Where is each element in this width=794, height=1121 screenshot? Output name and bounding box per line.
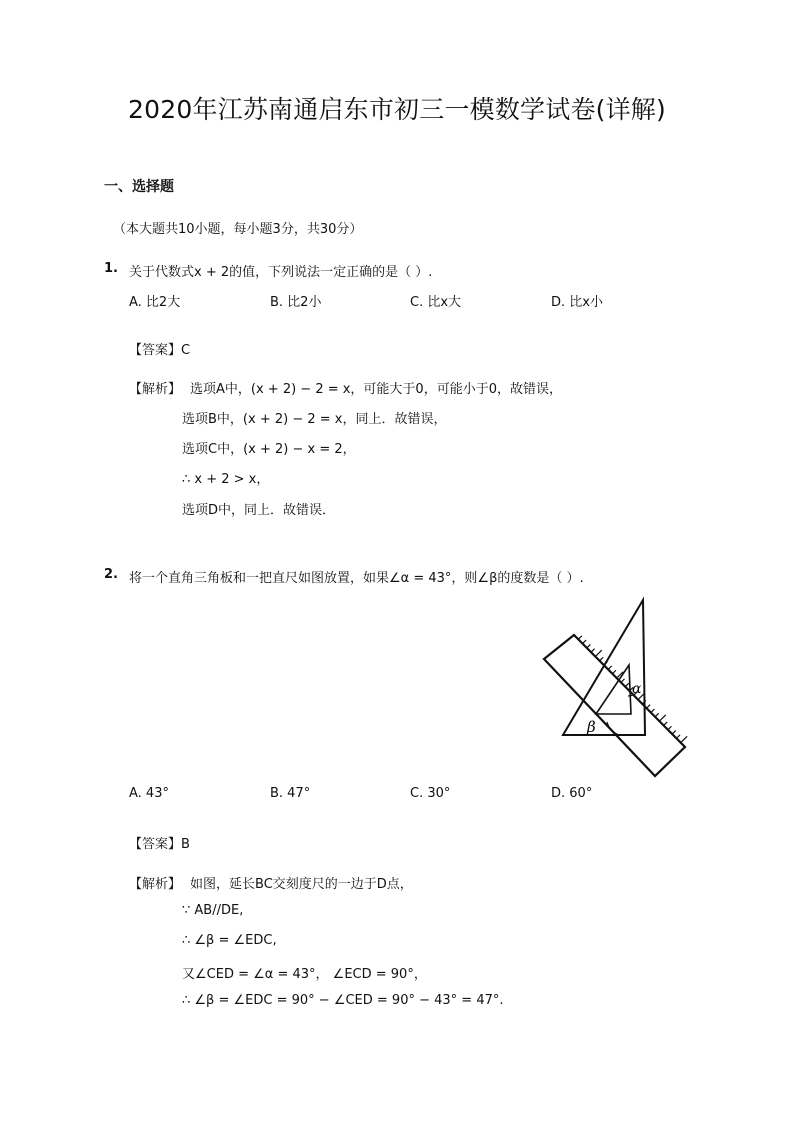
ruler-tick bbox=[672, 731, 676, 735]
ruler-tick bbox=[600, 657, 604, 661]
answer bbox=[129, 833, 190, 852]
ruler-tick bbox=[681, 736, 687, 742]
analysis-line: ∴ x + 2 > x， bbox=[182, 472, 270, 487]
answer-value: B bbox=[181, 837, 190, 852]
answer bbox=[129, 339, 190, 358]
beta-label: β bbox=[587, 718, 596, 736]
ruler-tick bbox=[668, 726, 672, 730]
option-c: C. 比x大 bbox=[410, 295, 462, 310]
analysis-line: ∴ ∠β = ∠EDC, bbox=[182, 933, 277, 948]
question-text: 关于代数式x + 2的值，下列说法一定正确的是（ ）. bbox=[129, 265, 433, 280]
question-number: 1. bbox=[104, 261, 118, 276]
ruler-tick bbox=[625, 683, 629, 687]
answer-label: 【答案】 bbox=[129, 837, 182, 852]
analysis-line: 选项A中，(x + 2) − 2 = x，可能大于0，可能小于0，故错误， bbox=[190, 382, 562, 397]
triangle-ruler-figure bbox=[535, 595, 695, 785]
alpha-label: α bbox=[632, 681, 642, 697]
ruler-tick bbox=[608, 666, 612, 670]
ruler-tick bbox=[647, 705, 651, 709]
analysis-line: 又∠CED = ∠α = 43°， ∠ECD = 90°， bbox=[182, 967, 427, 982]
section-note: （本大题共10小题，每小题3分，共30分） bbox=[113, 222, 363, 237]
ruler-tick bbox=[583, 640, 587, 644]
analysis-line: 选项C中，(x + 2) − x = 2， bbox=[182, 442, 356, 457]
ruler-tick bbox=[612, 670, 616, 674]
analysis-label: 【解析】 bbox=[129, 877, 182, 892]
question-number: 2. bbox=[104, 567, 118, 582]
ruler-tick bbox=[664, 722, 668, 726]
section-heading: 一、选择题 bbox=[104, 179, 174, 195]
ruler-tick bbox=[651, 709, 655, 713]
answer-label: 【答案】 bbox=[129, 343, 182, 358]
analysis-line: 选项D中，同上．故错误． bbox=[182, 503, 336, 518]
analysis-line: ∵ AB//DE, bbox=[182, 903, 244, 918]
ruler-tick bbox=[655, 713, 659, 717]
answer-value: C bbox=[181, 343, 191, 358]
question-text: 将一个直角三角板和一把直尺如图放置，如果∠α = 43°，则∠β的度数是（ ）. bbox=[129, 571, 584, 586]
ruler-tick bbox=[587, 644, 591, 648]
page-title: 2020年江苏南通启东市初三一模数学试卷(详解) bbox=[128, 95, 666, 124]
ruler-shape bbox=[544, 635, 687, 776]
ruler-tick bbox=[578, 636, 582, 640]
option-d: D. 60° bbox=[551, 786, 593, 801]
ruler-tick bbox=[595, 650, 601, 656]
analysis-line: 如图，延长BC交刻度尺的一边于D点， bbox=[190, 877, 413, 892]
option-d: D. 比x小 bbox=[551, 295, 603, 310]
analysis-label: 【解析】 bbox=[129, 382, 182, 397]
option-a: A. 比2大 bbox=[129, 295, 181, 310]
analysis-line: ∴ ∠β = ∠EDC = 90° − ∠CED = 90° − 43° = 47°. bbox=[182, 993, 504, 1008]
option-b: B. 比2小 bbox=[270, 295, 322, 310]
option-b: B. 47° bbox=[270, 786, 311, 801]
option-c: C. 30° bbox=[410, 786, 451, 801]
ruler-tick bbox=[676, 735, 680, 739]
analysis-line: 选项B中，(x + 2) − 2 = x，同上．故错误， bbox=[182, 412, 447, 427]
ruler-tick bbox=[591, 649, 595, 653]
ruler-tick bbox=[621, 679, 625, 683]
option-a: A. 43° bbox=[129, 786, 169, 801]
ruler-tick bbox=[659, 715, 665, 721]
